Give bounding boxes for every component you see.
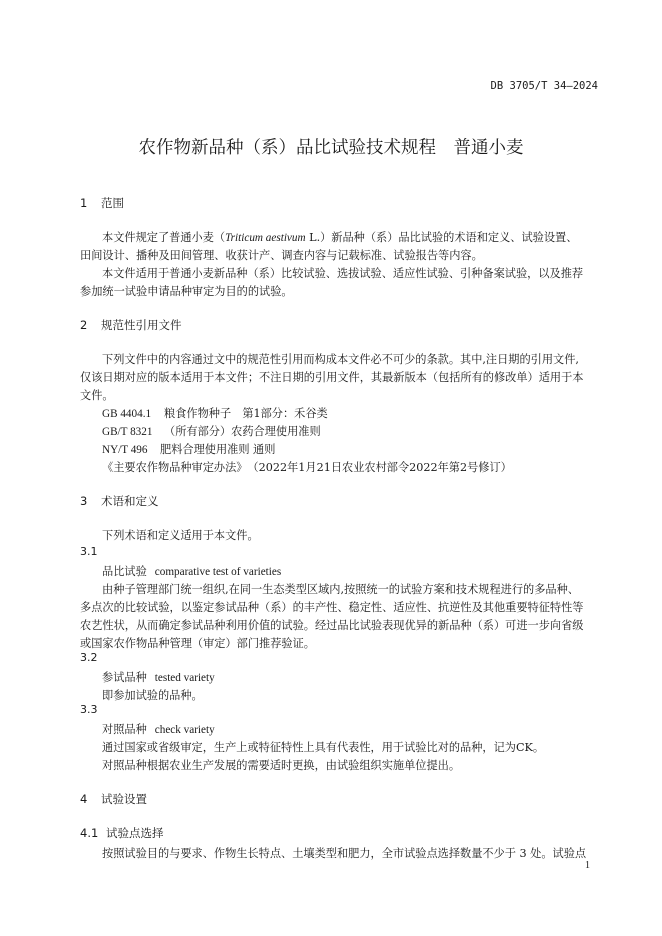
term-name xyxy=(102,721,215,737)
reference-regulation: 《主要农作物品种审定办法》 （2022年1月21日农业农村部令2022年第2号修订） xyxy=(102,461,512,474)
section-title: 术语和定义 xyxy=(101,494,159,508)
site-selection-paragraph: 按照试验目的与要求、作物生长特点、土壤类型和肥力，全市试验点选择数量不少于 3 处。试验点 xyxy=(102,847,587,860)
reference-title: 肥料合理使用准则 通则 xyxy=(160,443,276,456)
term-name-en: comparative test of varieties xyxy=(154,566,282,578)
reference-item xyxy=(102,423,321,439)
page-title: 农作物新品种（系）品比试验技术规程 普通小麦 xyxy=(138,138,524,158)
references-intro-line-3: 文件。 xyxy=(80,389,114,402)
section-number: 2 xyxy=(80,318,88,332)
section-heading-terms xyxy=(80,493,159,509)
term-name-en: check variety xyxy=(154,724,215,736)
section-title: 范围 xyxy=(101,196,124,210)
references-intro-line-1: 下列文件中的内容通过文中的规范性引用而构成本文件必不可少的条款。其中,注日期的引用文件, xyxy=(102,353,579,366)
section-heading-scope xyxy=(80,195,124,211)
section-title: 规范性引用文件 xyxy=(101,318,182,332)
term-definition-line: 或国家农作物品种管理（审定）部门推荐验证。 xyxy=(80,637,315,650)
term-definition-line: 对照品种根据农业生产发展的需要适时更换，由试验组织实施单位提出。 xyxy=(102,759,461,772)
subsection-heading-site-selection xyxy=(80,825,164,841)
term-name xyxy=(102,669,215,685)
term-definition-line: 通过国家或省级审定，生产上或特征特性上具有代表性，用于试验比对的品种，记为CK。 xyxy=(102,741,545,754)
term-name-zh: 品比试验 xyxy=(102,565,147,578)
latin-species-name: Triticum aestivum xyxy=(225,232,306,244)
reference-title: 粮食作物种子 第1部分：禾谷类 xyxy=(164,407,328,420)
subsection-number: 4.1 xyxy=(80,826,99,840)
reference-code: GB 4404.1 xyxy=(102,408,152,420)
scope-paragraph-2-line-2: 参加统一试验申请品种审定为目的的试验。 xyxy=(80,285,293,298)
reference-code: GB/T 8321 xyxy=(102,426,153,438)
term-name xyxy=(102,563,281,579)
reference-item xyxy=(102,441,275,457)
term-name-zh: 参试品种 xyxy=(102,671,147,684)
term-number: 3.1 xyxy=(80,545,98,558)
term-name-zh: 对照品种 xyxy=(102,723,147,736)
section-number: 3 xyxy=(80,494,88,508)
scope-paragraph-2: 本文件适用于普通小麦新品种（系）比较试验、选拔试验、适应性试验、引种备案试验，以及推荐 xyxy=(102,267,584,280)
term-definition-line: 多点次的比较试验，以鉴定参试品种（系）的丰产性、稳定性、适应性、抗逆性及其他重要特征特性等 xyxy=(80,601,584,614)
section-number: 4 xyxy=(80,792,88,806)
term-definition-line: 由种子管理部门统一组织,在同一生态类型区域内,按照统一的试验方案和技术规程进行的多品种、 xyxy=(102,583,579,596)
reference-code: NY/T 496 xyxy=(102,444,148,456)
page-number: 1 xyxy=(585,860,590,871)
scope-text-suffix: L.）新品种（系）品比试验的术语和定义、试验设置、 xyxy=(305,231,578,244)
section-number: 1 xyxy=(80,196,88,210)
scope-paragraph-1 xyxy=(102,229,600,245)
terms-intro: 下列术语和定义适用于本文件。 xyxy=(102,529,259,542)
term-definition-line: 即参加试验的品种。 xyxy=(102,689,203,702)
section-heading-trial-setup xyxy=(80,791,147,807)
section-heading-normative-references xyxy=(80,317,182,333)
scope-text-prefix: 本文件规定了普通小麦（ xyxy=(102,231,226,244)
reference-item xyxy=(102,405,328,421)
references-intro-line-2: 仅该日期对应的版本适用于本文件；不注日期的引用文件，其最新版本（包括所有的修改单）适用于本 xyxy=(80,371,584,384)
section-title: 试验设置 xyxy=(101,792,147,806)
scope-paragraph-1-line-2: 田间设计、播种及田间管理、收获计产、调查内容与记载标准、试验报告等内容。 xyxy=(80,249,483,262)
term-definition-line: 农艺性状，从而确定参试品种利用价值的试验。经过品比试验表现优异的新品种（系）可进一步向省级 xyxy=(80,619,584,632)
reference-title: （所有部分）农药合理使用准则 xyxy=(164,425,321,438)
term-number: 3.2 xyxy=(80,651,98,664)
term-number: 3.3 xyxy=(80,703,98,716)
subsection-title: 试验点选择 xyxy=(106,826,164,840)
term-name-en: tested variety xyxy=(154,672,215,684)
document-code: DB 3705/T 34—2024 xyxy=(490,80,598,92)
